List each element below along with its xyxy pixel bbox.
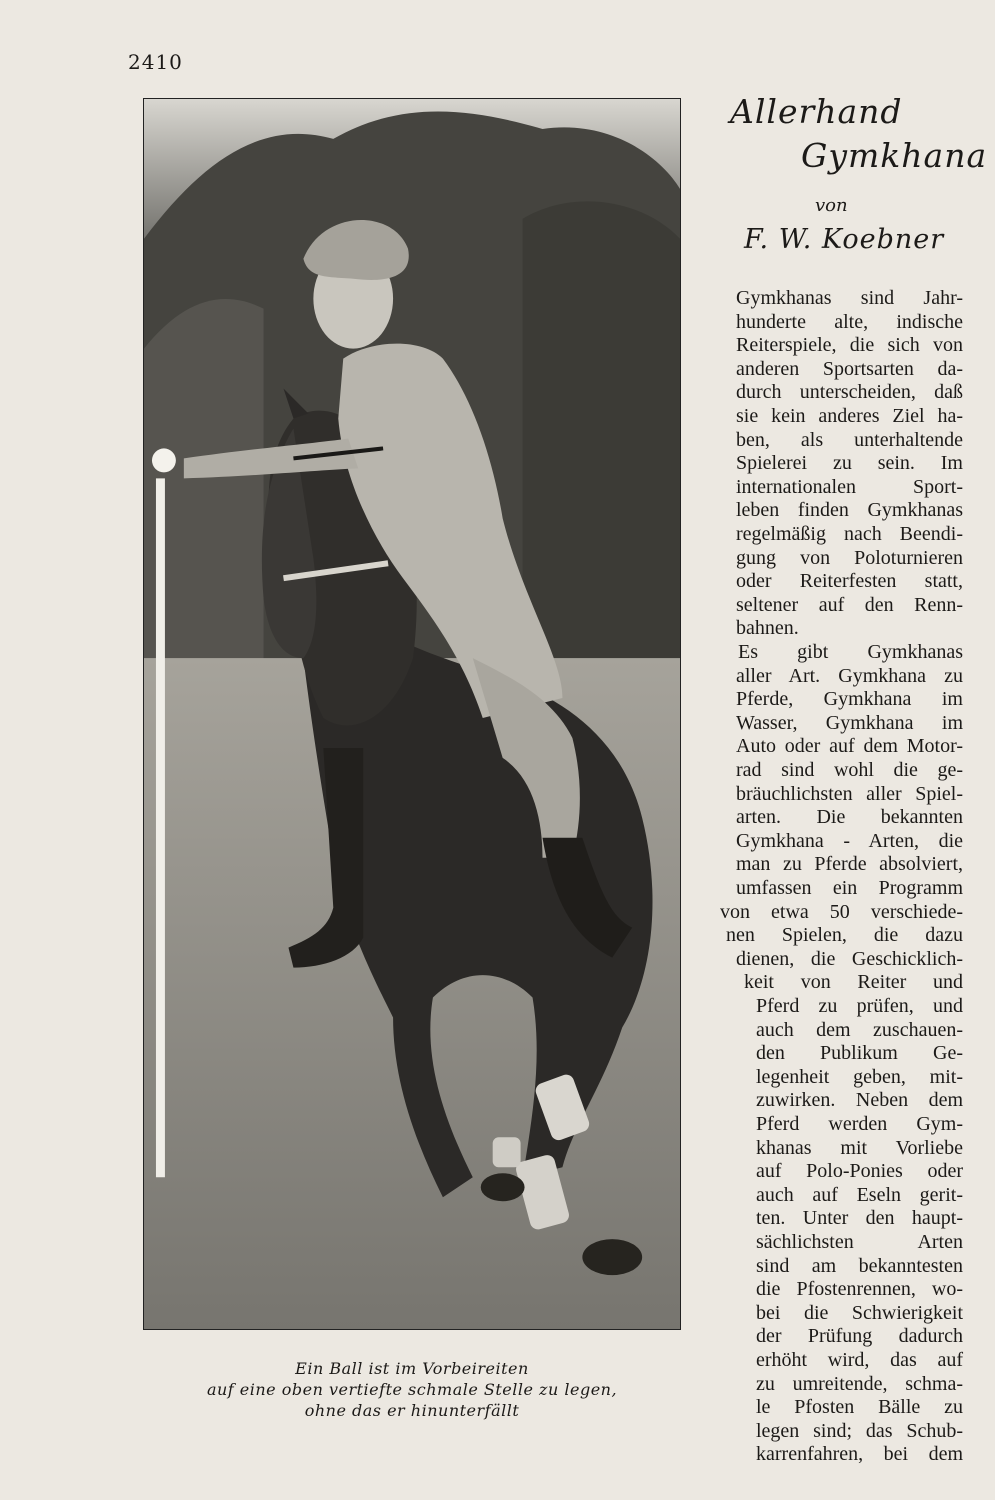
body-line: arten. Die bekannten xyxy=(736,806,963,829)
body-line: erhöht wird, das auf xyxy=(756,1349,963,1371)
body-line: sind am bekanntesten xyxy=(756,1254,963,1277)
byline-von: von xyxy=(815,195,848,216)
body-line: Spielerei zu sein. Im xyxy=(736,452,963,475)
body-line: Auto oder auf dem Motor- xyxy=(736,735,963,758)
body-line: man zu Pferde absolviert, xyxy=(736,853,963,876)
body-line: anderen Sportsarten da- xyxy=(736,357,963,380)
author-name: F. W. Koebner xyxy=(744,224,945,255)
horse-rider-photo xyxy=(144,99,680,1329)
body-line: Es gibt Gymkhanas xyxy=(738,641,963,663)
body-line: ben, als unterhaltende xyxy=(736,428,963,451)
body-line: keit von Reiter und xyxy=(744,971,963,994)
body-line: gung von Poloturnieren xyxy=(736,546,963,569)
body-line: umfassen ein Programm xyxy=(736,877,963,899)
body-line: rad sind wohl die ge- xyxy=(736,759,963,781)
body-line: aller Art. Gymkhana zu xyxy=(736,664,963,687)
body-line: nen Spielen, die dazu xyxy=(726,924,963,947)
caption-line: ohne das er hinunterfällt xyxy=(304,1401,520,1420)
body-line: regelmäßig nach Beendi- xyxy=(736,523,963,545)
body-line: durch unterscheiden, daß xyxy=(736,381,963,404)
body-line: leben finden Gymkhanas xyxy=(736,499,963,522)
body-line: le Pfosten Bälle zu xyxy=(756,1396,963,1419)
body-line: auch auf Eseln gerit- xyxy=(756,1183,963,1206)
article-photo xyxy=(143,98,681,1330)
body-line: Pferd zu prüfen, und xyxy=(756,995,963,1017)
page-number: 2410 xyxy=(128,50,183,74)
body-line: oder Reiterfesten statt, xyxy=(736,570,963,593)
body-line: bräuchlichsten aller Spiel- xyxy=(736,782,963,805)
body-line: bei die Schwierigkeit xyxy=(756,1301,963,1324)
body-line: Pferd werden Gym- xyxy=(756,1113,963,1135)
body-line: karrenfahren, bei dem xyxy=(756,1443,963,1466)
photo-caption xyxy=(143,1358,681,1421)
article-title-line1: Allerhand xyxy=(730,92,903,131)
body-line: seltener auf den Renn- xyxy=(736,593,963,616)
body-line: internationalen Sport- xyxy=(736,475,963,498)
body-line: Wasser, Gymkhana im xyxy=(736,711,963,734)
body-line: Gymkhana - Arten, die xyxy=(736,829,963,852)
body-line: bahnen. xyxy=(736,617,799,640)
body-line: hunderte alte, indische xyxy=(736,310,963,333)
body-line: Pferde, Gymkhana im xyxy=(736,688,963,711)
body-line: legenheit geben, mit- xyxy=(756,1065,963,1088)
body-line: zu umreitende, schma- xyxy=(756,1372,963,1395)
body-line: sächlichsten Arten xyxy=(756,1231,963,1253)
body-line: sie kein anderes Ziel ha- xyxy=(736,405,963,427)
body-line: dienen, die Geschicklich- xyxy=(736,947,963,970)
body-line: die Pfostenrennen, wo- xyxy=(756,1278,963,1301)
body-line: von etwa 50 verschiede- xyxy=(720,900,963,923)
body-line: auf Polo-Ponies oder xyxy=(756,1160,963,1183)
body-line: auch dem zuschauen- xyxy=(756,1018,963,1041)
body-line: khanas mit Vorliebe xyxy=(756,1136,963,1159)
body-line: den Publikum Ge- xyxy=(756,1042,963,1065)
body-line: legen sind; das Schub- xyxy=(756,1419,963,1442)
body-line: ten. Unter den haupt- xyxy=(756,1207,963,1230)
body-line: zuwirken. Neben dem xyxy=(756,1089,963,1112)
body-line: Gymkhanas sind Jahr- xyxy=(736,287,963,309)
caption-line: Ein Ball ist im Vorbeireiten xyxy=(295,1359,529,1378)
caption-line: auf eine oben vertiefte schmale Stelle zu legen, xyxy=(206,1380,618,1399)
article-title-line2: Gymkhana xyxy=(801,136,988,175)
body-line: der Prüfung dadurch xyxy=(756,1325,963,1348)
body-line: Reiterspiele, die sich von xyxy=(736,334,963,357)
